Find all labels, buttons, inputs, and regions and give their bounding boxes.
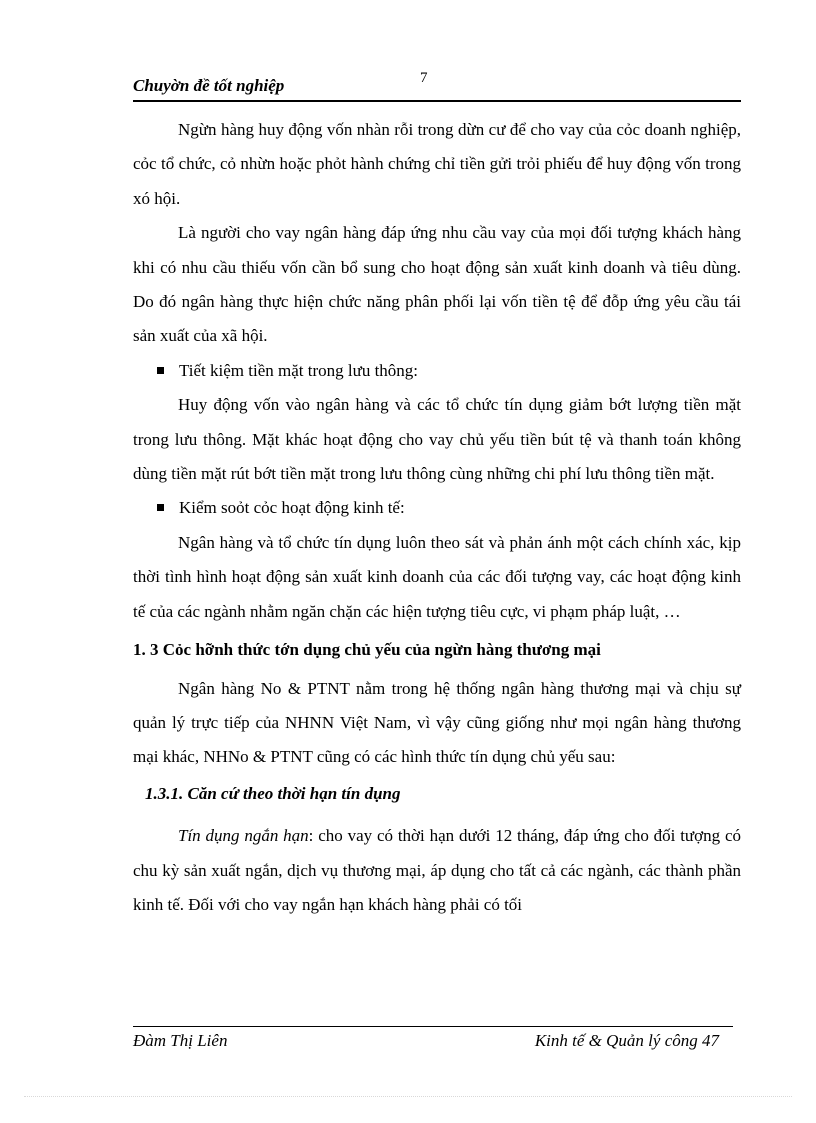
section-heading: 1. 3 Cỏc hỡnh thức tớn dụng chủ yếu của ngừn hàng thương mại <box>133 640 601 660</box>
bullet-text-1: Tiết kiệm tiền mặt trong lưu thông: <box>179 360 419 380</box>
sub-heading: 1.3.1. Căn cứ theo thời hạn tín dụng <box>145 783 401 803</box>
page-header <box>133 70 741 102</box>
page-footer <box>133 1026 733 1056</box>
bullet-item-1 <box>133 354 741 388</box>
document-body <box>133 113 741 922</box>
paragraph-6 <box>133 819 741 922</box>
square-bullet-icon <box>157 504 164 511</box>
page-number: 7 <box>420 70 428 86</box>
footer-rule <box>133 1026 733 1027</box>
bullet-item-2 <box>133 491 741 525</box>
header-title: Chuyờn đề tốt nghiệp <box>133 76 285 95</box>
italic-term: Tín dụng ngắn hạn <box>178 826 309 846</box>
paragraph-6-text: : cho vay có thời hạn dưới 12 tháng, đáp ứng cho đối tượng có chu kỳ sản xuất ngắn, dịch vụ thương mại, áp dụng cho tất cả các ngành, các thành phần kinh tế. Đối với cho vay ngắn hạn khách hàng phải có tối <box>133 826 741 914</box>
header-rule <box>133 100 741 102</box>
page-boundary <box>24 1096 792 1097</box>
paragraph-3: Huy động vốn vào ngân hàng và các tổ chức tín dụng giảm bớt lượng tiền mặt trong lưu thông. Mặt khác hoạt động cho vay chủ yếu tiền bút tệ và thanh toán không dùng tiền mặt rút bớt tiền mặt trong lưu thông cùng những chi phí lưu thông tiền mặt. <box>133 395 741 484</box>
paragraph-5: Ngân hàng No & PTNT nằm trong hệ thống ngân hàng thương mại và chịu sự quản lý trực tiếp của NHNN Việt Nam, vì vậy cũng giống như mọi ngân hàng thương mại khác, NHNo & PTNT cũng có các hình thức tín dụng chủ yếu sau: <box>133 678 741 767</box>
square-bullet-icon <box>157 367 164 374</box>
footer-class: Kinh tế & Quản lý công 47 <box>534 1031 719 1050</box>
footer-author: Đàm Thị Liên <box>133 1031 228 1050</box>
paragraph-4: Ngân hàng và tổ chức tín dụng luôn theo sát và phản ánh một cách chính xác, kịp thời tình hình hoạt động sản xuất kinh doanh của các đối tượng vay, các hoạt động kinh tế của các ngành nhằm ngăn chặn các hiện tượng tiêu cực, vi phạm pháp luật, … <box>133 532 741 621</box>
paragraph-2: Là người cho vay ngân hàng đáp ứng nhu cầu vay của mọi đối tượng khách hàng khi có nhu cầu thiếu vốn cần bổ sung cho hoạt động sản xuất kinh doanh và tiêu dùng. Do đó ngân hàng thực hiện chức năng phân phối lại vốn tiền tệ để đỗp ứng yêu cầu tái sản xuất của xã hội. <box>133 223 741 346</box>
bullet-text-2: Kiểm soỏt cỏc hoạt động kinh tế: <box>179 498 405 518</box>
paragraph-1: Ngừn hàng huy động vốn nhàn rỗi trong dừn cư để cho vay của cỏc doanh nghiệp, cỏc tổ chức, cỏ nhừn hoặc phỏt hành chứng chỉ tiền gửi trỏi phiếu để huy động vốn trong xó hội. <box>133 120 741 208</box>
